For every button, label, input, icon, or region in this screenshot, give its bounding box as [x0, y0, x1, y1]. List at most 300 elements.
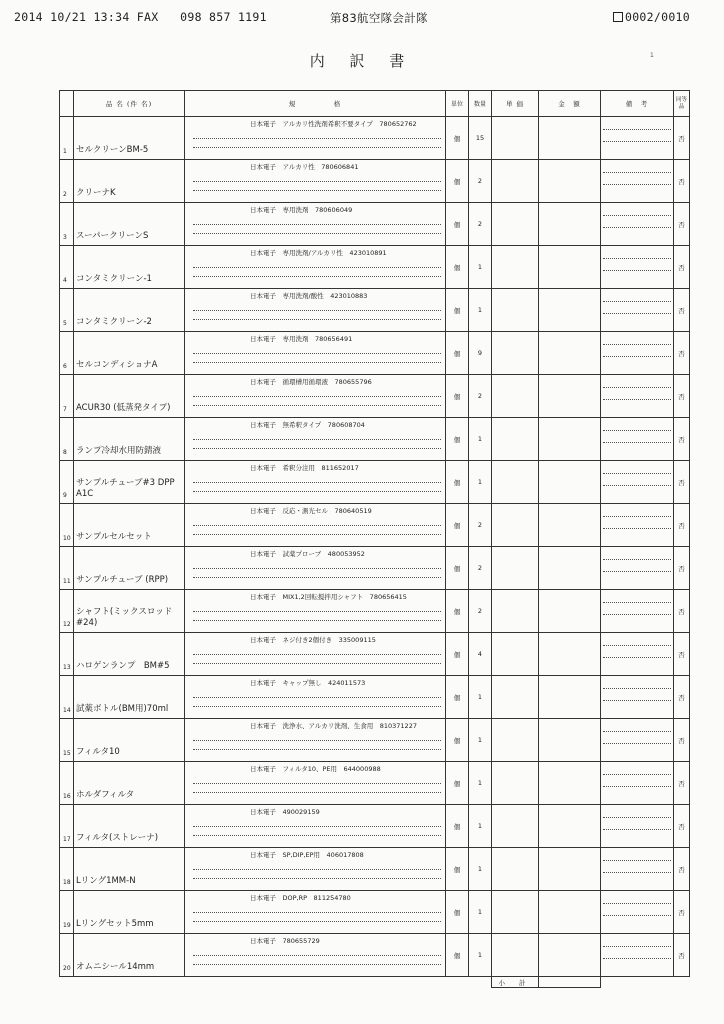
row-number: 5: [60, 289, 74, 332]
item-notes: [601, 375, 674, 418]
row-number: 16: [60, 762, 74, 805]
item-name: コンタミクリーン-1: [74, 246, 185, 289]
notes-line: [603, 227, 671, 228]
notes-line: [603, 915, 671, 916]
item-spec: [185, 934, 446, 977]
item-name: Lリングセット5mm: [74, 891, 185, 934]
item-notes: [601, 160, 674, 203]
item-amount: [539, 934, 601, 977]
row-number: 6: [60, 332, 74, 375]
item-price: [492, 418, 539, 461]
item-amount: [539, 848, 601, 891]
spec-text: 日本電子 希釈分注用 811652017: [250, 464, 359, 472]
item-qty: 1: [469, 891, 492, 934]
item-qty: 2: [469, 547, 492, 590]
item-unit: 個: [446, 375, 469, 418]
item-name: 試薬ボトル(BM用)70ml: [74, 676, 185, 719]
spec-line: [193, 663, 441, 664]
table-row: [60, 676, 690, 719]
spec-text: 日本電子 専用洗剤/酸性 423010883: [250, 292, 368, 300]
spec-line: [193, 697, 441, 698]
item-equiv: 否: [674, 805, 690, 848]
spec-line: [193, 912, 441, 913]
document-title: 内 訳 書: [309, 52, 415, 70]
notes-line: [603, 817, 671, 818]
spec-line: [193, 405, 441, 406]
item-amount: [539, 547, 601, 590]
item-spec: [185, 375, 446, 418]
item-equiv: 否: [674, 633, 690, 676]
notes-line: [603, 129, 671, 130]
item-spec: [185, 547, 446, 590]
item-unit: 個: [446, 246, 469, 289]
spec-line: [193, 448, 441, 449]
notes-line: [603, 645, 671, 646]
col-no: [60, 91, 74, 117]
notes-line: [603, 829, 671, 830]
item-price: [492, 590, 539, 633]
notes-line: [603, 516, 671, 517]
item-qty: 2: [469, 375, 492, 418]
item-spec: [185, 117, 446, 160]
table-row: [60, 547, 690, 590]
item-unit: 個: [446, 805, 469, 848]
fax-sender: 第83航空隊会計隊: [330, 11, 428, 25]
item-name: シャフト(ミックスロッド#24): [74, 590, 185, 633]
item-notes: [601, 633, 674, 676]
item-amount: [539, 461, 601, 504]
spec-line: [193, 491, 441, 492]
item-amount: [539, 160, 601, 203]
spec-text: 日本電子 循環槽用循環液 780655796: [250, 378, 372, 386]
corner-mark: 1: [650, 52, 654, 59]
row-number: 20: [60, 934, 74, 977]
notes-line: [603, 731, 671, 732]
item-notes: [601, 504, 674, 547]
item-price: [492, 504, 539, 547]
item-equiv: 否: [674, 160, 690, 203]
row-number: 19: [60, 891, 74, 934]
item-qty: 2: [469, 160, 492, 203]
item-name: ACUR30 (低蒸発タイプ): [74, 375, 185, 418]
item-equiv: 否: [674, 848, 690, 891]
item-name: サンプルチューブ (RPP): [74, 547, 185, 590]
spec-line: [193, 568, 441, 569]
item-equiv: 否: [674, 762, 690, 805]
item-price: [492, 246, 539, 289]
item-notes: [601, 461, 674, 504]
item-name: セルコンディショナA: [74, 332, 185, 375]
item-qty: 2: [469, 504, 492, 547]
notes-line: [603, 215, 671, 216]
item-unit: 個: [446, 547, 469, 590]
row-number: 1: [60, 117, 74, 160]
item-notes: [601, 762, 674, 805]
item-notes: [601, 117, 674, 160]
item-unit: 個: [446, 719, 469, 762]
item-name: ホルダフィルタ: [74, 762, 185, 805]
item-unit: 個: [446, 504, 469, 547]
item-name: ランプ冷却水用防錆液: [74, 418, 185, 461]
col-amount: 金 額: [539, 91, 601, 117]
item-qty: 2: [469, 590, 492, 633]
notes-line: [603, 387, 671, 388]
notes-line: [603, 270, 671, 271]
item-equiv: 否: [674, 203, 690, 246]
item-price: [492, 848, 539, 891]
notes-line: [603, 184, 671, 185]
item-amount: [539, 418, 601, 461]
item-spec: [185, 762, 446, 805]
item-notes: [601, 805, 674, 848]
notes-line: [603, 657, 671, 658]
item-amount: [539, 805, 601, 848]
fax-number: 098 857 1191: [180, 10, 267, 24]
notes-line: [603, 602, 671, 603]
item-unit: 個: [446, 289, 469, 332]
item-qty: 9: [469, 332, 492, 375]
spec-line: [193, 964, 441, 965]
spec-line: [193, 611, 441, 612]
item-equiv: 否: [674, 676, 690, 719]
table-row: [60, 418, 690, 461]
col-name: 品 名 (件 名): [74, 91, 185, 117]
item-unit: 個: [446, 418, 469, 461]
row-number: 2: [60, 160, 74, 203]
item-spec: [185, 719, 446, 762]
table-row: [60, 375, 690, 418]
spec-text: 日本電子 専用洗剤 780656491: [250, 335, 353, 343]
spec-line: [193, 620, 441, 621]
notes-line: [603, 860, 671, 861]
spec-line: [193, 878, 441, 879]
table-row: [60, 246, 690, 289]
item-amount: [539, 676, 601, 719]
item-amount: [539, 719, 601, 762]
item-name: ハロゲンランプ BM#5: [74, 633, 185, 676]
spec-line: [193, 190, 441, 191]
item-price: [492, 461, 539, 504]
item-price: [492, 160, 539, 203]
item-name: フィルタ10: [74, 719, 185, 762]
item-name: スーパークリーンS: [74, 203, 185, 246]
spec-line: [193, 181, 441, 182]
item-equiv: 否: [674, 891, 690, 934]
spec-line: [193, 138, 441, 139]
notes-line: [603, 258, 671, 259]
item-spec: [185, 805, 446, 848]
spec-line: [193, 147, 441, 148]
item-price: [492, 719, 539, 762]
item-spec: [185, 633, 446, 676]
col-unit: 単位: [446, 91, 469, 117]
notes-line: [603, 344, 671, 345]
item-equiv: 否: [674, 461, 690, 504]
item-qty: 1: [469, 246, 492, 289]
item-spec: [185, 848, 446, 891]
col-price: 単 価: [492, 91, 539, 117]
notes-line: [603, 700, 671, 701]
spec-line: [193, 835, 441, 836]
notes-line: [603, 872, 671, 873]
notes-line: [603, 743, 671, 744]
notes-line: [603, 688, 671, 689]
item-qty: 1: [469, 461, 492, 504]
notes-line: [603, 946, 671, 947]
item-amount: [539, 633, 601, 676]
item-notes: [601, 203, 674, 246]
item-equiv: 否: [674, 289, 690, 332]
table-row: [60, 203, 690, 246]
spec-text: 日本電子 780655729: [250, 937, 320, 945]
item-unit: 個: [446, 461, 469, 504]
item-price: [492, 117, 539, 160]
notes-line: [603, 485, 671, 486]
spec-text: 日本電子 洗浄水、アルカリ洗剤、生食用 810371227: [250, 722, 417, 730]
item-notes: [601, 246, 674, 289]
table-row: [60, 762, 690, 805]
item-spec: [185, 203, 446, 246]
item-spec: [185, 461, 446, 504]
notes-line: [603, 356, 671, 357]
notes-line: [603, 559, 671, 560]
table-row: [60, 719, 690, 762]
notes-line: [603, 473, 671, 474]
fax-datetime: 2014 10/21 13:34 FAX 098 857 1191: [14, 10, 267, 24]
item-spec: [185, 418, 446, 461]
item-name: オムニシール14mm: [74, 934, 185, 977]
spec-text: 日本電子 490029159: [250, 808, 320, 816]
table-row: [60, 160, 690, 203]
row-number: 12: [60, 590, 74, 633]
spec-line: [193, 276, 441, 277]
item-unit: 個: [446, 590, 469, 633]
item-amount: [539, 117, 601, 160]
spec-line: [193, 353, 441, 354]
table-header: [60, 91, 690, 117]
row-number: 4: [60, 246, 74, 289]
item-unit: 個: [446, 117, 469, 160]
notes-line: [603, 528, 671, 529]
item-name: クリーナK: [74, 160, 185, 203]
item-amount: [539, 246, 601, 289]
notes-line: [603, 172, 671, 173]
notes-line: [603, 614, 671, 615]
item-qty: 1: [469, 848, 492, 891]
spec-text: 日本電子 試薬プローブ 480053952: [250, 550, 365, 558]
item-price: [492, 805, 539, 848]
notes-line: [603, 430, 671, 431]
spec-text: 日本電子 ネジ付き2個付き 335009115: [250, 636, 376, 644]
item-equiv: 否: [674, 246, 690, 289]
item-amount: [539, 375, 601, 418]
item-amount: [539, 590, 601, 633]
spec-line: [193, 362, 441, 363]
table-row: [60, 934, 690, 977]
item-notes: [601, 891, 674, 934]
row-number: 10: [60, 504, 74, 547]
item-name: セルクリーンBM-5: [74, 117, 185, 160]
spec-line: [193, 869, 441, 870]
subtotal-row: [60, 977, 690, 988]
item-qty: 1: [469, 934, 492, 977]
item-qty: 1: [469, 289, 492, 332]
item-price: [492, 934, 539, 977]
item-notes: [601, 332, 674, 375]
item-equiv: 否: [674, 719, 690, 762]
item-notes: [601, 418, 674, 461]
item-unit: 個: [446, 848, 469, 891]
item-qty: 2: [469, 203, 492, 246]
spec-line: [193, 792, 441, 793]
item-qty: 15: [469, 117, 492, 160]
table-row: [60, 805, 690, 848]
item-equiv: 否: [674, 590, 690, 633]
subtotal-amount: [539, 977, 601, 988]
item-unit: 個: [446, 934, 469, 977]
item-price: [492, 203, 539, 246]
spec-text: 日本電子 反応・測光セル 780640519: [250, 507, 372, 515]
spec-line: [193, 267, 441, 268]
subtotal-label: 小 計: [492, 977, 539, 988]
item-price: [492, 762, 539, 805]
spec-line: [193, 955, 441, 956]
item-name: Lリング1MM-N: [74, 848, 185, 891]
item-unit: 個: [446, 203, 469, 246]
spec-line: [193, 439, 441, 440]
item-price: [492, 375, 539, 418]
item-price: [492, 633, 539, 676]
item-unit: 個: [446, 891, 469, 934]
notes-line: [603, 301, 671, 302]
item-equiv: 否: [674, 504, 690, 547]
item-amount: [539, 504, 601, 547]
notes-line: [603, 571, 671, 572]
item-notes: [601, 719, 674, 762]
item-qty: 1: [469, 805, 492, 848]
item-amount: [539, 289, 601, 332]
spec-line: [193, 525, 441, 526]
item-unit: 個: [446, 762, 469, 805]
item-spec: [185, 504, 446, 547]
item-name: コンタミクリーン-2: [74, 289, 185, 332]
notes-line: [603, 141, 671, 142]
item-amount: [539, 762, 601, 805]
item-notes: [601, 848, 674, 891]
table-row: [60, 289, 690, 332]
item-unit: 個: [446, 160, 469, 203]
spec-text: 日本電子 専用洗剤/アルカリ性 423010891: [250, 249, 387, 257]
col-equiv: 同等品: [674, 91, 690, 117]
spec-line: [193, 482, 441, 483]
table-row: [60, 332, 690, 375]
item-spec: [185, 590, 446, 633]
item-spec: [185, 246, 446, 289]
item-equiv: 否: [674, 418, 690, 461]
table-row: [60, 633, 690, 676]
item-qty: 4: [469, 633, 492, 676]
item-qty: 1: [469, 719, 492, 762]
item-amount: [539, 891, 601, 934]
spec-line: [193, 783, 441, 784]
spec-text: 日本電子 アルカリ性洗剤希釈不要タイプ 780652762: [250, 120, 417, 128]
spec-line: [193, 826, 441, 827]
table-row: [60, 590, 690, 633]
item-qty: 1: [469, 762, 492, 805]
col-qty: 数量: [469, 91, 492, 117]
spec-text: 日本電子 SP,DIP,EP用 406017808: [250, 851, 364, 859]
item-equiv: 否: [674, 934, 690, 977]
item-name: フィルタ(ストレーナ): [74, 805, 185, 848]
spec-line: [193, 654, 441, 655]
spec-text: 日本電子 無希釈タイプ 780608704: [250, 421, 365, 429]
spec-text: 日本電子 DOP,RP 811254780: [250, 894, 351, 902]
notes-line: [603, 958, 671, 959]
spec-line: [193, 706, 441, 707]
item-spec: [185, 891, 446, 934]
item-unit: 個: [446, 676, 469, 719]
row-number: 18: [60, 848, 74, 891]
notes-line: [603, 774, 671, 775]
spec-line: [193, 319, 441, 320]
spec-line: [193, 577, 441, 578]
item-price: [492, 891, 539, 934]
item-unit: 個: [446, 332, 469, 375]
item-amount: [539, 332, 601, 375]
row-number: 3: [60, 203, 74, 246]
item-unit: 個: [446, 633, 469, 676]
spec-text: 日本電子 アルカリ性 780606841: [250, 163, 359, 171]
item-spec: [185, 289, 446, 332]
item-price: [492, 289, 539, 332]
item-qty: 1: [469, 418, 492, 461]
spec-text: 日本電子 専用洗剤 780606049: [250, 206, 353, 214]
row-number: 17: [60, 805, 74, 848]
item-notes: [601, 590, 674, 633]
row-number: 13: [60, 633, 74, 676]
row-number: 15: [60, 719, 74, 762]
table-row: [60, 461, 690, 504]
item-price: [492, 547, 539, 590]
breakdown-table: [59, 90, 690, 988]
notes-line: [603, 313, 671, 314]
item-amount: [539, 203, 601, 246]
spec-line: [193, 233, 441, 234]
table-row: [60, 848, 690, 891]
fax-page: 0002/0010: [613, 10, 690, 24]
notes-line: [603, 903, 671, 904]
spec-line: [193, 396, 441, 397]
table-row: [60, 891, 690, 934]
notes-line: [603, 399, 671, 400]
row-number: 11: [60, 547, 74, 590]
row-number: 9: [60, 461, 74, 504]
spec-line: [193, 310, 441, 311]
item-notes: [601, 289, 674, 332]
spec-line: [193, 534, 441, 535]
item-notes: [601, 934, 674, 977]
row-number: 14: [60, 676, 74, 719]
item-equiv: 否: [674, 375, 690, 418]
spec-text: 日本電子 キャップ無し 424011573: [250, 679, 366, 687]
item-qty: 1: [469, 676, 492, 719]
spec-line: [193, 921, 441, 922]
spec-line: [193, 749, 441, 750]
spec-text: 日本電子 フィルタ10、PE用 644000988: [250, 765, 381, 773]
notes-line: [603, 786, 671, 787]
notes-line: [603, 442, 671, 443]
item-notes: [601, 547, 674, 590]
